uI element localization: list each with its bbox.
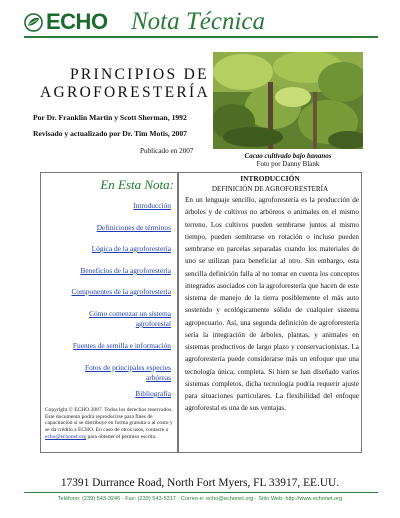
toc-link-fuentes[interactable]: Fuentes de semilla e información <box>72 341 171 350</box>
section-heading: INTRODUCCIÓN <box>240 174 300 183</box>
introduction-body: En un lenguaje sencillo, agroforestería es la producción de árboles y de cultivos no arbóreos o animales en el mismo terreno. Los cultivos pueden sembrarse juntos al mismo tiempo, pueden sembrarse en rotación o incluso pueden sembrarse en parcelas separadas cuando los materiales de uno se utilizan para beneficiar al otro. Sin embargo, esta sencilla definición falla al no tomar en cuenta los conceptos integrados asociados con la agroforestería que hacen de este sistema de manejo de la tierra posiblemente el más auto sostenido y ecológicamente sólido de cualquier sistema agropecuario. Así, una segunda definición de agroforestería sería la integración de árboles, plantas, y animales en sistemas productivos de largo plazo y conservacionistas. La agroforestería puede considerarse más un enfoque que una tecnología única, completa. Si bien se han diseñado varios sistemas completos, dicha tecnología podría requerir ajuste para situaciones particulares. La flexibilidad del enfoque agroforestal es una de sus ventajas. <box>185 196 359 413</box>
authors-line: Por Dr. Franklin Martin y Scott Sherman, 1992 <box>33 113 187 122</box>
introduction-box <box>178 172 362 453</box>
toc-link-bibliografia[interactable]: Bibliografía <box>135 389 171 398</box>
document-title-line-1: PRINCIPIOS DE <box>70 66 209 83</box>
copyright-tail: para obtener el permiso escrito. <box>87 433 157 440</box>
series-title: Nota Técnica <box>131 8 266 35</box>
leaf-globe-icon <box>24 13 43 32</box>
copyright-notice <box>45 407 173 441</box>
photo-caption: Cacao cultivado bajo bananos <box>244 152 332 160</box>
footer-contact: Teléfono: (239) 543-3246 · Fax: (239) 543-5317 · Correo-e: echo@echonet.org · Sitio Web: http://www.echonet.org <box>57 496 343 502</box>
photo-credit: Foto por Danny Blank <box>256 160 320 168</box>
toc-link-beneficios[interactable]: Beneficios de la agroforestería <box>80 266 171 275</box>
document-title-line-2: AGROFORESTERÍA <box>40 84 210 101</box>
section-subheading: DEFINICIÓN DE AGROFORESTERÍA <box>211 185 329 193</box>
toc-link-comenzar-line2[interactable]: agroforestal <box>135 319 171 328</box>
copyright-text: Copyright © ECHO 2007. Todos los derechos reservados. Este documento podrá reproducirse para fines de capacitación si se distribuye en forma gratuita o al costo y se da crédito a ECHO. En caso de otros usos, contacte a <box>45 407 173 434</box>
toc-link-fotos-line2[interactable]: arbóreas <box>145 373 171 382</box>
toc-link-logica[interactable]: Lógica de la agroforestería <box>91 244 171 253</box>
copyright-email-link[interactable]: echo@echonet.org <box>45 433 87 440</box>
toc-link-componentes[interactable]: Componentes de la agroforestería <box>71 287 171 296</box>
toc-box <box>40 172 178 453</box>
toc-link-comenzar[interactable]: Cómo comenzar un sistema <box>89 309 171 318</box>
brand-logo-text: ECHO <box>46 9 108 34</box>
header-divider <box>24 36 378 38</box>
toc-link-definiciones[interactable]: Definiciones de términos <box>96 223 171 232</box>
revision-line: Revisado y actualizado por Dr. Tim Motis, 2007 <box>33 129 187 138</box>
toc-title: En Esta Nota: <box>100 177 174 192</box>
publication-date: Publicado en 2007 <box>140 147 194 155</box>
footer-address: 17391 Durrance Road, North Fort Myers, FL 33917, EE.UU. <box>60 477 340 489</box>
toc-link-fotos[interactable]: Fotos de principales especies <box>85 363 171 372</box>
toc-link-introduccion[interactable]: Introducción <box>133 201 171 210</box>
footer-divider <box>24 492 378 493</box>
cacao-photo <box>213 52 363 149</box>
